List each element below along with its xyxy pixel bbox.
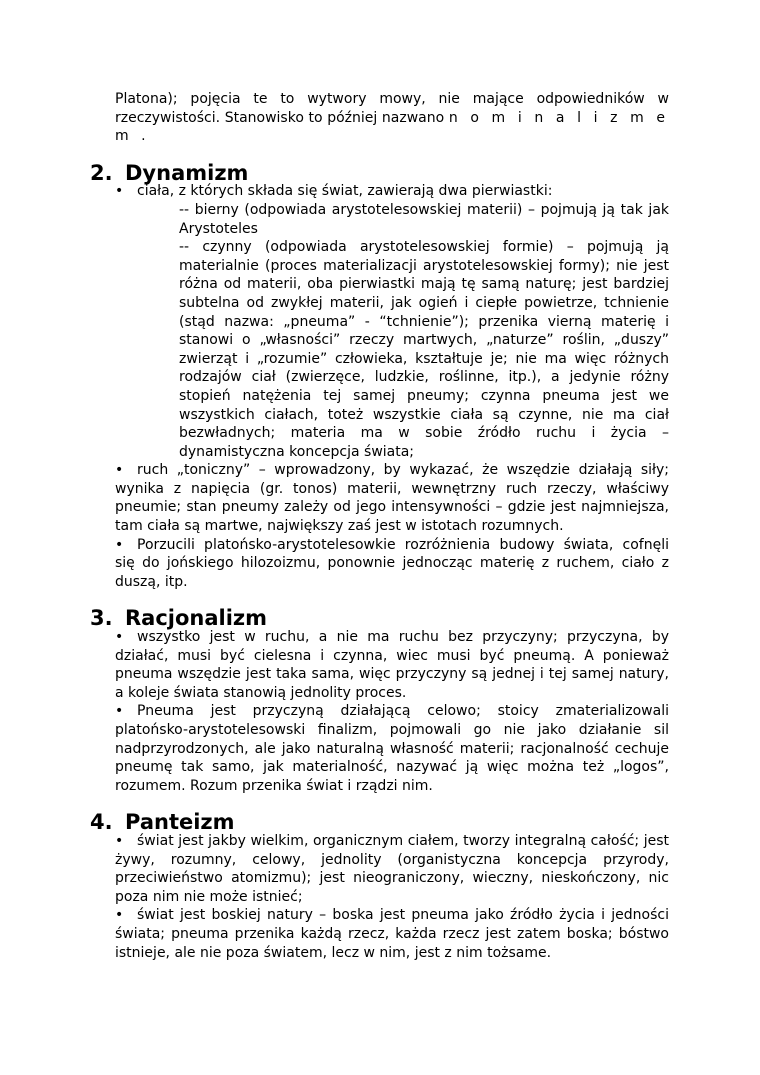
section-heading-racjonalizm [90,606,669,631]
bullet-text: świat jest jakby wielkim, organicznym ciałem, tworzy integralną całość; jest żywy, rozumny, celowy, jednolity (organistyczna koncepcja przyrody, przeciwieństwo atomizmu); jest nieograniczony, wieczny, nieskończony, nic poza nim nie może istnieć; [115,832,669,905]
section-title: Panteizm [125,810,235,835]
sub-text: -- bierny (odpowiada arystotelesowskiej materii) – pojmują ją tak jak Arystoteles [179,201,669,237]
sub-item [137,201,669,238]
bullet-icon: • [115,703,124,720]
intro-text: Platona); pojęcia te to wytwory mowy, nie mające odpowiedników w rzeczywistości. Stanowisko to później nazwano [115,91,669,126]
intro-paragraph [90,90,669,146]
bullet-icon: • [115,462,124,479]
section-title: Racjonalizm [125,606,268,631]
bullet-icon: • [115,183,124,200]
bullet-icon: • [115,629,124,646]
intro-term: n o m i n a l i z m e m . [115,109,669,145]
bullet-text: Porzucili platońsko-arystotelesowkie rozróżnienia budowy świata, cofnęli się do jońskiego hilozoizmu, ponownie jednocząc materię z ruchem, ciało z duszą, itp. [115,536,669,590]
section-heading-dynamizm [90,160,669,185]
bullet-text: wszystko jest w ruchu, a nie ma ruchu bez przyczyny; przyczyna, by działać, musi być cielesna i czynna, wiec musi być pneumą. A ponieważ pneuma wszędzie jest taka sama, więc przyczyny są jednej i tej samej natury, a koleje świata stanowią jednolity proces. [115,629,669,701]
document-content [90,90,669,962]
section-number: 2. [90,160,113,185]
bullet-item [115,628,669,702]
bullet-item [115,182,669,201]
section-number: 4. [90,810,113,835]
bullet-icon: • [115,536,124,553]
bullet-item [115,906,669,962]
bullet-item [115,702,669,795]
bullet-text: Pneuma jest przyczyną działającą celowo; stoicy zmaterializowali platońsko-arystotelesowski finalizm, pojmowali go nie jako działanie sil nadprzyrodzonych, ale jako naturalną własność materii; racjonalność cechuje pneumę tak samo, jak materialność, nazywać ją więc można też „logos”, rozumem. Rozum przenika świat i rządzi nim. [115,703,669,794]
section-heading-panteizm [90,810,669,835]
bullet-icon: • [115,907,124,924]
bullet-text: ruch „toniczny” – wprowadzony, by wykazać, że wszędzie działają siły; wynika z napięcia (gr. tonos) materii, wewnętrzny ruch rzeczy, właściwy pneumie; stan pneumy zależy od jego intensywności – gdzie jest najmniejsza, tam ciała są martwe, największy zaś jest w istotach rozumnych. [115,462,669,535]
section-number: 3. [90,606,113,631]
bullet-text: ciała, z których składa się świat, zawierają dwa pierwiastki: [137,183,553,200]
section-title: Dynamizm [125,160,249,185]
bullet-icon: • [115,832,124,849]
sub-text: -- czynny (odpowiada arystotelesowskiej formie) – pojmują ją materialnie (proces materializacji arystotelesowskiej formy); nie jest różna od materii, oba pierwiastki mają tę samą naturę; jest bardziej subtelna od zwykłej materii, jak ogień i ciepłe powietrze, tchnienie (stąd nazwa: „pneuma” - “tchnienie”); przenika vierną materię i stanowi o „własności” rzeczy martwych, „naturze” roślin, „duszy” zwierząt i „rozumie” człowieka, kształtuje je; nie ma więc różnych rodzajów ciał (zwierzęce, ludzkie, roślinne, itp.), a jedynie różny stopień natężenia tej samej pneumy; czynna pneuma jest we wszystkich ciałach, toteż wszystkie ciała są czynne, nie ma ciał bezwładnych; materia ma w sobie źródło ruchu i życia – dynamistyczna koncepcja świata; [179,239,669,460]
bullet-item [115,832,669,906]
bullet-item [115,536,669,592]
bullet-item [115,461,669,535]
sub-item [137,238,669,461]
bullet-text: świat jest boskiej natury – boska jest pneuma jako źródło życia i jedności świata; pneuma przenika każdą rzecz, każda rzecz jest zatem boska; bóstwo istnieje, ale nie poza światem, lecz w nim, jest z nim tożsame. [115,907,669,961]
